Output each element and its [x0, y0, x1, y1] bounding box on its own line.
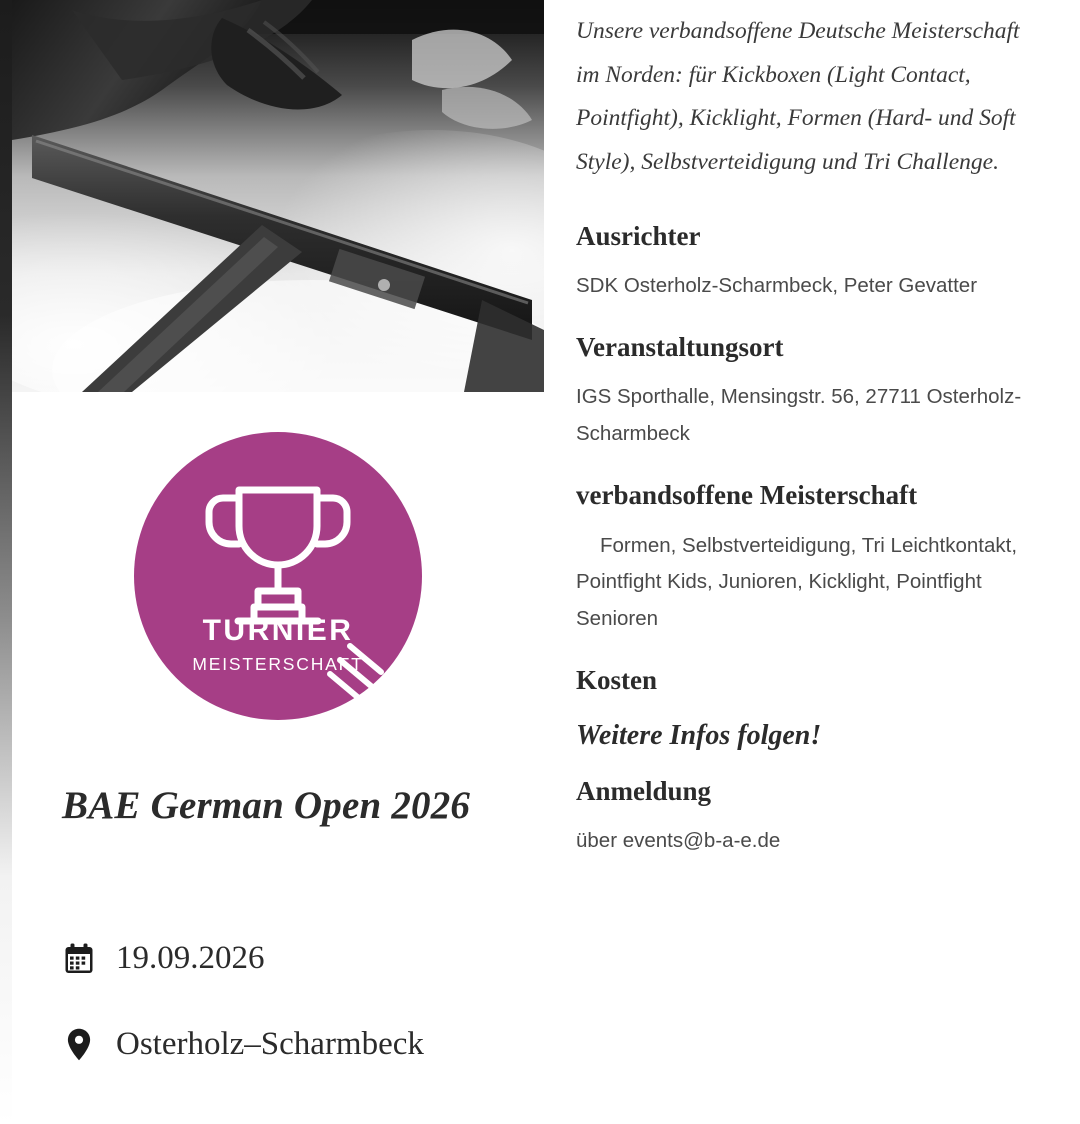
event-location-row	[62, 1026, 424, 1063]
event-date-row	[62, 940, 265, 977]
event-location: Osterholz–Scharmbeck	[116, 1026, 424, 1062]
event-title: BAE German Open 2026	[62, 784, 471, 827]
hero-image	[12, 0, 544, 392]
more-info-notice: Weitere Infos folgen!	[576, 720, 822, 752]
event-date: 19.09.2026	[116, 940, 265, 976]
badge-line1-text: TURNIER	[202, 614, 354, 647]
map-pin-icon	[62, 1028, 96, 1061]
event-intro-text: Unsere verbandsoffene Deutsche Meisterschaft im Norden: für Kickboxen (Light Contact, Pointfight), Kicklight, Formen (Hard- und Soft Style), Selbstverteidigung und Tri Challenge.	[576, 18, 1020, 176]
venue-text: IGS Sporthalle, Mensingstr. 56, 27711 Osterholz-Scharmbeck	[576, 385, 1022, 445]
championship-disciplines-text: Formen, Selbstverteidigung, Tri Leichtkontakt, Pointfight Kids, Junioren, Kicklight, Pointfight Senioren	[576, 533, 1018, 630]
badge-line2-text: MEISTERSCHAFT	[192, 654, 364, 674]
registration-text: über events@b-a-e.de	[576, 829, 781, 853]
section-heading-organizer: Ausrichter	[576, 220, 701, 251]
tournament-badge	[12, 392, 544, 760]
event-details-column	[544, 0, 1080, 1124]
left-edge-gradient	[0, 0, 12, 1124]
section-heading-championship: verbandsoffene Meisterschaft	[576, 480, 918, 511]
section-heading-venue: Veranstaltungsort	[576, 332, 784, 363]
section-heading-costs: Kosten	[576, 665, 657, 695]
calendar-icon	[62, 943, 96, 975]
organizer-text: SDK Osterholz-Scharmbeck, Peter Gevatter	[576, 273, 978, 297]
section-heading-registration: Anmeldung	[576, 776, 712, 807]
costs-spacer	[576, 712, 1046, 720]
